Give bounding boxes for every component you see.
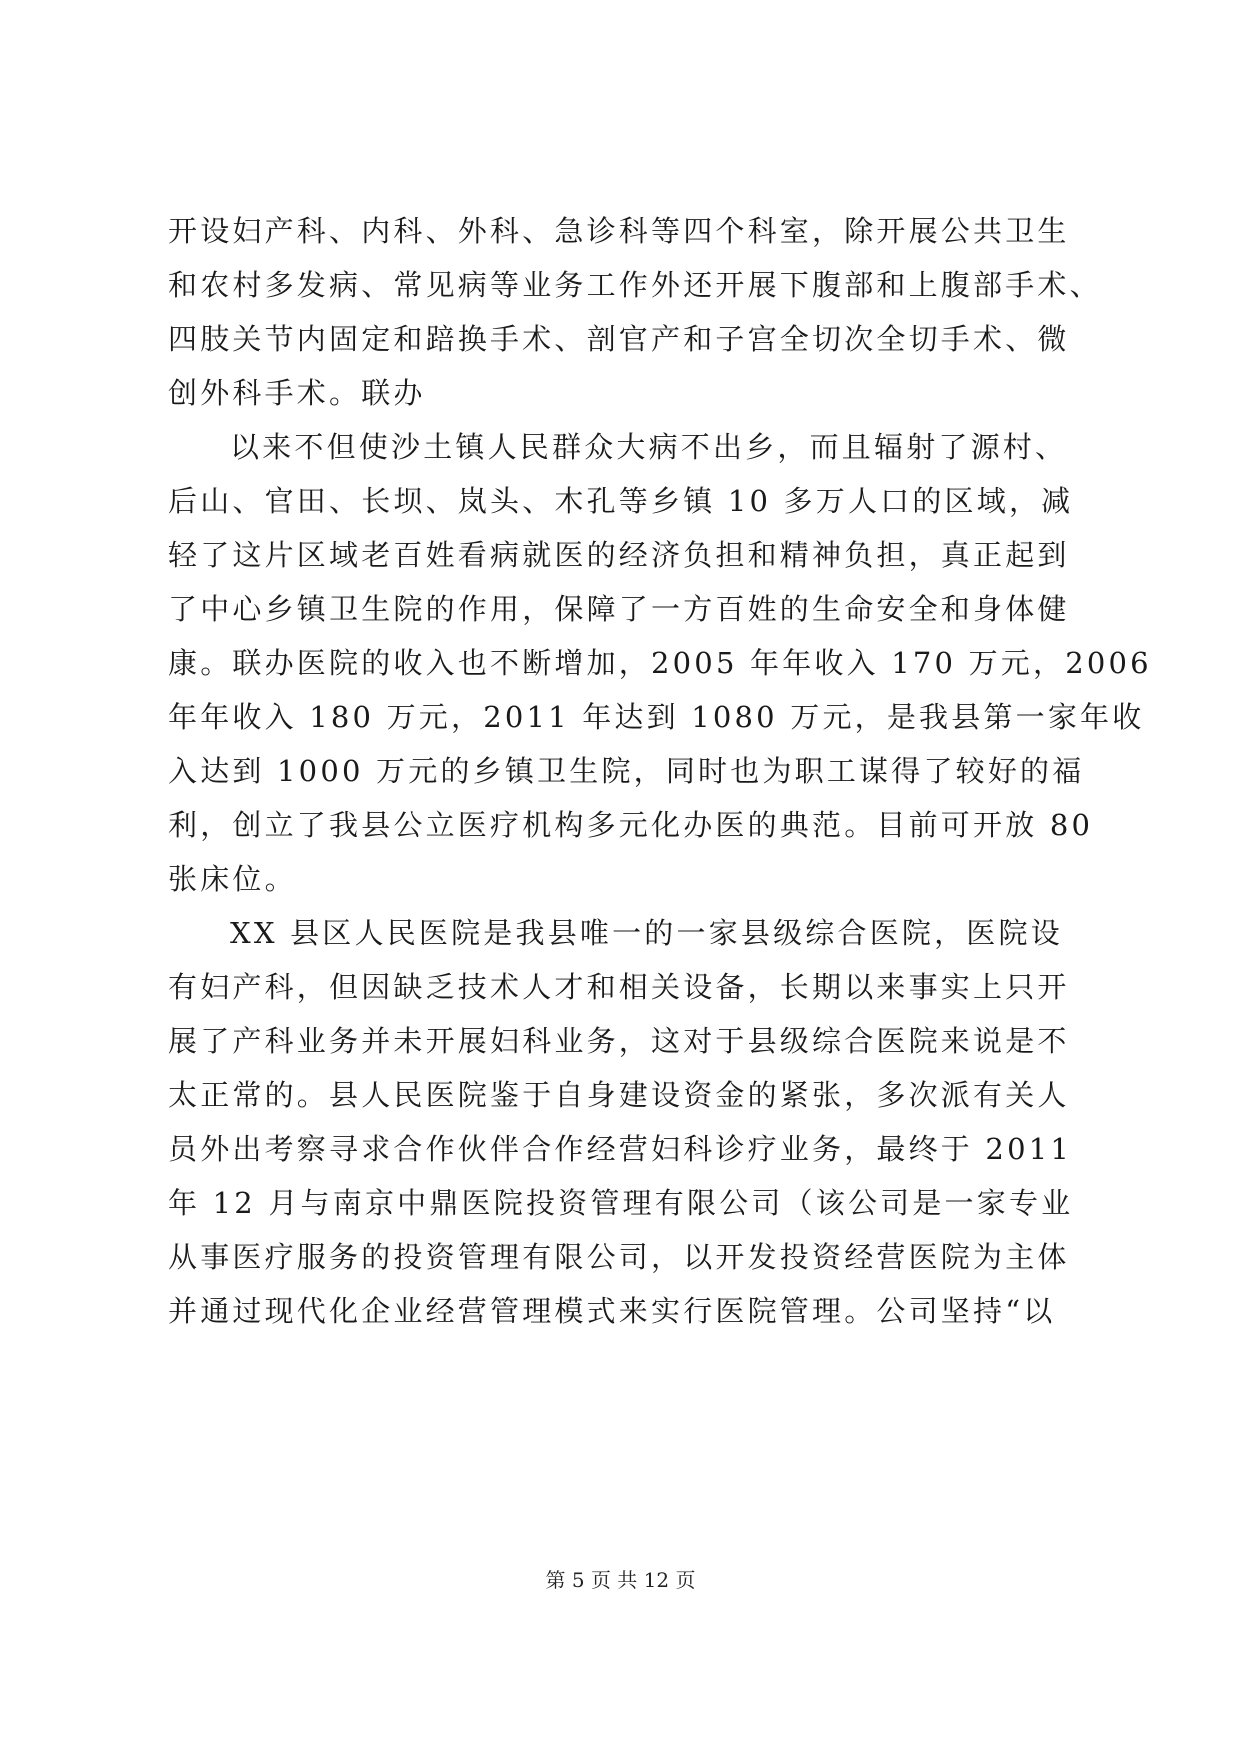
text-line: 并通过现代化企业经营管理模式来实行医院管理。公司坚持“以 bbox=[168, 1294, 1056, 1328]
text-line: 从事医疗服务的投资管理有限公司，以开发投资经营医院为主体 bbox=[168, 1240, 1070, 1274]
text-line: 康。联办医院的收入也不断增加，2005 年年收入 170 万元，2006 bbox=[168, 646, 1152, 680]
text-line: 轻了这片区域老百姓看病就医的经济负担和精神负担，真正起到 bbox=[168, 538, 1070, 572]
text-line: 开设妇产科、内科、外科、急诊科等四个科室，除开展公共卫生 bbox=[168, 214, 1070, 248]
text-line: 太正常的。县人民医院鉴于自身建设资金的紧张，多次派有关人 bbox=[168, 1078, 1070, 1112]
text-line: 创外科手术。联办 bbox=[168, 376, 426, 410]
text-line: 员外出考察寻求合作伙伴合作经营妇科诊疗业务，最终于 2011 bbox=[168, 1132, 1073, 1166]
text-line: 张床位。 bbox=[168, 862, 297, 896]
text-line: 和农村多发病、常见病等业务工作外还开展下腹部和上腹部手术、 bbox=[168, 268, 1102, 302]
text-line: 入达到 1000 万元的乡镇卫生院，同时也为职工谋得了较好的福 bbox=[168, 754, 1085, 788]
text-line: 后山、官田、长坝、岚头、木孔等乡镇 10 多万人口的区域，减 bbox=[168, 484, 1074, 518]
text-line: 展了产科业务并未开展妇科业务，这对于县级综合医院来说是不 bbox=[168, 1024, 1070, 1058]
text-line: 有妇产科，但因缺乏技术人才和相关设备，长期以来事实上只开 bbox=[168, 970, 1070, 1004]
page-number-footer: 第 5 页 共 12 页 bbox=[545, 1568, 696, 1592]
text-line: 年 12 月与南京中鼎医院投资管理有限公司（该公司是一家专业 bbox=[168, 1186, 1074, 1220]
text-line: 利，创立了我县公立医疗机构多元化办医的典范。目前可开放 80 bbox=[168, 808, 1094, 842]
paragraph-first-line: 以来不但使沙土镇人民群众大病不出乡，而且辐射了源村、 bbox=[230, 430, 1068, 464]
text-line: 了中心乡镇卫生院的作用，保障了一方百姓的生命安全和身体健 bbox=[168, 592, 1070, 626]
text-line: 四肢关节内固定和踣换手术、剖官产和子宫全切次全切手术、微 bbox=[168, 322, 1070, 356]
paragraph-first-line: XX 县区人民医院是我县唯一的一家县级综合医院，医院设 bbox=[230, 916, 1063, 950]
text-line: 年年收入 180 万元，2011 年达到 1080 万元，是我县第一家年收 bbox=[168, 700, 1145, 734]
